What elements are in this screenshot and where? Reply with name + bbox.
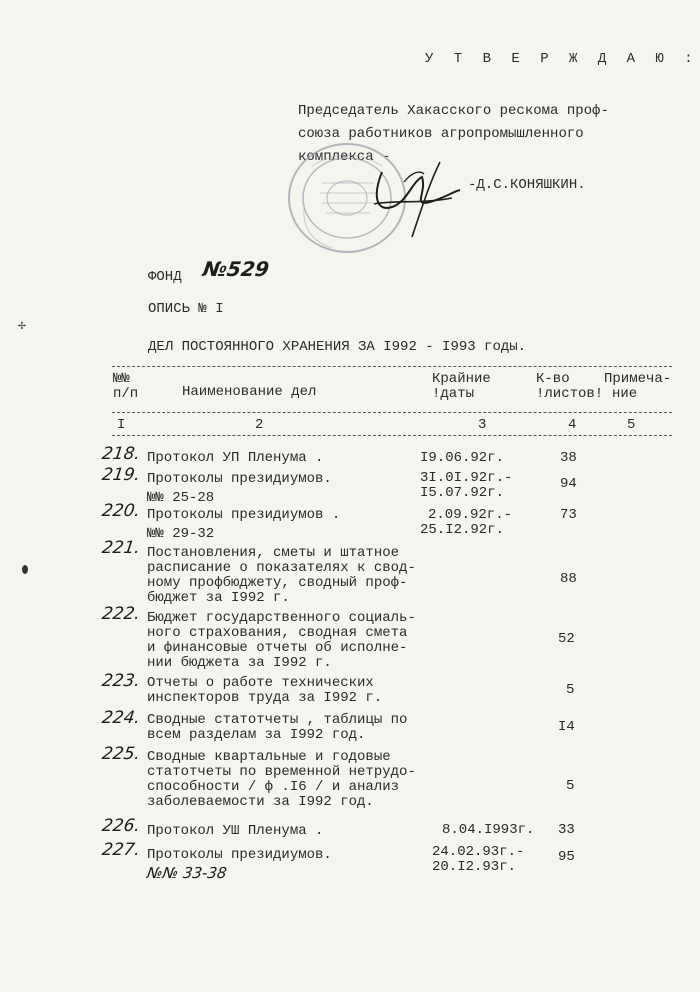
row-description: Сводные статотчеты , таблицы по всем разделам за I992 год. bbox=[147, 712, 408, 743]
header-rule-middle bbox=[112, 412, 672, 413]
col-number-2: 2 bbox=[255, 417, 264, 433]
opis-number: ОПИСЬ № I bbox=[148, 301, 224, 317]
col-number-1: I bbox=[117, 417, 126, 433]
position-line-1: Председатель Хакасского рескома проф- bbox=[298, 103, 609, 119]
fond-label: ФОНД bbox=[148, 269, 182, 285]
binding-dot-icon bbox=[22, 565, 28, 574]
fond-number: №529 bbox=[201, 257, 271, 281]
row-number: 223. bbox=[100, 671, 142, 691]
row-description: Сводные квартальные и годовые статотчеты по временной нетрудо- способности / ф .I6 / и анализ заболеваемости за I992 год. bbox=[147, 749, 416, 810]
row-number: 222. bbox=[100, 604, 142, 624]
col-header-dates: Крайние !даты bbox=[432, 371, 491, 402]
col-number-4: 4 bbox=[568, 417, 577, 433]
row-description: Отчеты о работе технических инспекторов труда за I992 г. bbox=[147, 675, 383, 706]
row-sheets: 73 bbox=[560, 507, 577, 523]
row-number: 220. bbox=[100, 501, 142, 521]
header-rule-top bbox=[112, 366, 672, 367]
col-header-sheets: К-во !листов! bbox=[536, 371, 604, 402]
col-number-3: 3 bbox=[478, 417, 487, 433]
row-description: Бюджет государственного социаль- ного страхования, сводная смета и финансовые отчеты об исполне- нии бюджета за I992 г. bbox=[147, 610, 416, 671]
col-header-name: Наименование дел bbox=[182, 384, 317, 400]
row-description: Протоколы президиумов . №№ 29-32 bbox=[147, 507, 341, 542]
row-description: Протокол УШ Пленума . bbox=[147, 823, 324, 839]
row-number: 226. bbox=[100, 816, 142, 836]
row-sheets: 5 bbox=[566, 682, 575, 698]
row-number: 219. bbox=[100, 465, 142, 485]
row-dates: I9.06.92г. bbox=[420, 450, 505, 466]
row-number: 225. bbox=[100, 744, 142, 764]
row-sheets: 88 bbox=[560, 571, 577, 587]
row-description: Постановления, сметы и штатное расписание о показателях к свод- ному профбюджету, сводный проф- бюджет за I992 г. bbox=[147, 545, 416, 606]
col-header-notes: Примеча- ние bbox=[604, 371, 672, 402]
row-sheets: 38 bbox=[560, 450, 577, 466]
row-sheets: I4 bbox=[558, 719, 575, 735]
row-dates: 3I.0I.92г.- I5.07.92г. bbox=[420, 470, 513, 501]
handwritten-signature bbox=[352, 152, 472, 242]
position-line-2: союза работников агропромышленного bbox=[298, 126, 584, 142]
signer-name: -Д.С.КОНЯШКИН. bbox=[468, 177, 586, 193]
position-line-3: комплекса - bbox=[298, 149, 391, 165]
row-description: Протоколы президиумов. №№ 25-28 bbox=[147, 471, 332, 506]
row-sheets: 94 bbox=[560, 476, 577, 492]
row-number: 227. bbox=[100, 840, 142, 860]
row-dates: 24.02.93г.- 20.I2.93г. bbox=[432, 844, 525, 875]
row-sheets: 52 bbox=[558, 631, 575, 647]
inventory-title: ДЕЛ ПОСТОЯННОГО ХРАНЕНИЯ ЗА I992 - I993 годы. bbox=[148, 339, 527, 355]
row-description: Протокол УП Пленума . bbox=[147, 450, 324, 466]
row-description: Протоколы президиумов. №№ 33-38 bbox=[145, 847, 332, 882]
row-number: 221. bbox=[100, 538, 142, 558]
col-header-num: №№ п/п bbox=[113, 371, 139, 402]
row-sheets: 5 bbox=[566, 778, 575, 794]
binding-mark-icon: ✢ bbox=[18, 318, 26, 333]
row-number: 224. bbox=[100, 708, 142, 728]
header-rule-bottom bbox=[112, 435, 672, 436]
row-sheets: 95 bbox=[558, 849, 575, 865]
row-sheets: 33 bbox=[558, 822, 575, 838]
col-number-5: 5 bbox=[627, 417, 636, 433]
row-dates: 8.04.I993г. bbox=[442, 822, 535, 838]
row-dates: 2.09.92г.- 25.I2.92г. bbox=[420, 507, 513, 538]
approval-heading: У Т В Е Р Ж Д А Ю : bbox=[425, 51, 699, 67]
row-number: 218. bbox=[100, 444, 142, 464]
